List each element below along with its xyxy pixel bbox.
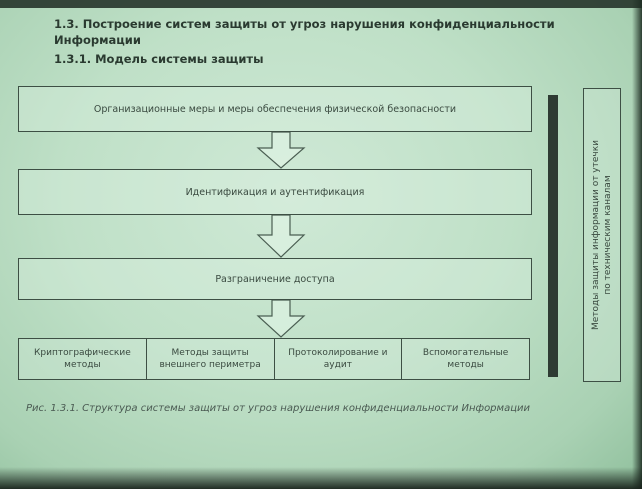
access-control-box [18,258,532,300]
technical-channels-line2: по техническим каналам [603,175,613,295]
section-title: 1.3. Построение систем защиты от угроз нарушения конфиденциальности [54,17,555,31]
identification-label: Идентификация и аутентификация [185,186,365,198]
section-title-continuation: Информации [54,33,141,47]
screen-edge-right [632,0,642,489]
technical-channels-label [590,140,614,330]
down-arrow-icon [256,132,306,169]
screen-edge-bottom [0,467,642,489]
screen-edge-top [0,0,642,8]
audit-cell: Протоколирование и аудит [275,339,403,379]
technical-channels-line1: Методы защиты информации от утечки [591,139,601,331]
down-arrow-icon [256,215,306,258]
crypto-methods-cell: Криптографические методы [19,339,147,379]
identification-box [18,169,532,215]
access-control-label: Разграничение доступа [215,273,335,285]
methods-row [18,338,530,380]
perimeter-methods-cell: Методы защиты внешнего периметра [147,339,275,379]
auxiliary-methods-cell: Вспомогательные методы [422,348,509,370]
technical-channels-box [583,88,621,382]
org-measures-box [18,86,532,132]
figure-caption: Рис. 1.3.1. Структура системы защиты от угроз нарушения конфиденциальности Информации [26,403,531,414]
down-arrow-icon [256,300,306,338]
side-bar [548,95,558,377]
subsection-title: 1.3.1. Модель системы защиты [54,52,264,66]
org-measures-label: Организационные меры и меры обеспечения физической безопасности [93,103,457,115]
